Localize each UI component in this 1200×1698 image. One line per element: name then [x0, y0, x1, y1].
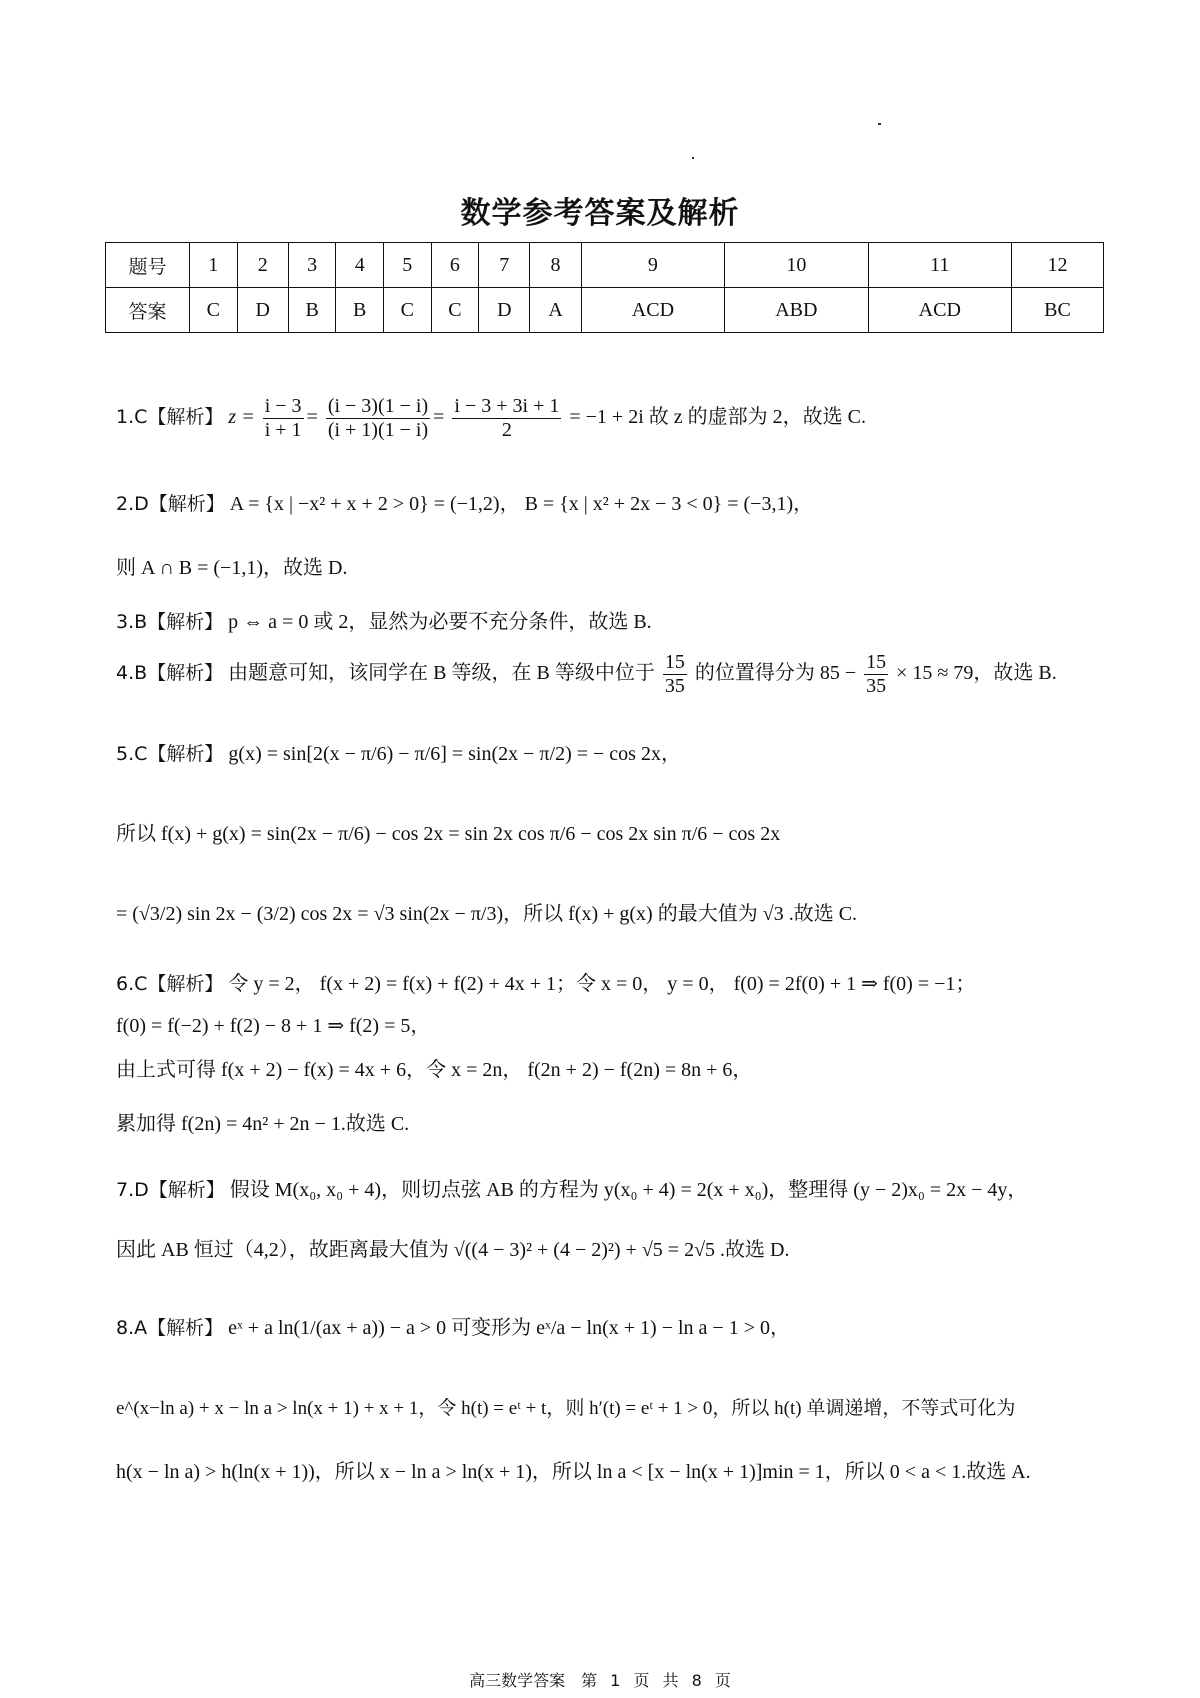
- question-number-cell: 2: [237, 243, 288, 288]
- denominator: (i + 1)(1 − i): [327, 419, 429, 441]
- question-number-cell: 7: [479, 243, 530, 288]
- fraction: [263, 395, 304, 442]
- answer-cell: ACD: [868, 288, 1011, 333]
- solution-7-line-2: [116, 1238, 790, 1262]
- question-number-cell: 9: [581, 243, 724, 288]
- question-number-row: [106, 243, 1104, 288]
- solution-text: 所以 f(x) + g(x) = sin(2x − π/6) − cos 2x = sin 2x cos π/6 − cos 2x sin π/6 − cos 2x: [116, 823, 781, 845]
- solution-8-line-3: [116, 1460, 1031, 1484]
- solution-2: [116, 492, 813, 516]
- solution-5-line-2: [116, 822, 780, 846]
- scan-speck: [878, 123, 881, 125]
- question-number-cell: 8: [530, 243, 581, 288]
- solution-text: 假设 M(x₀, x₀ + 4)，则切点弦 AB 的方程为 y(x₀ + 4) = 2(x + x₀)，整理得 (y − 2)x₀ = 2x − 4y，: [229, 1179, 1028, 1201]
- question-number-header: 题号: [106, 243, 190, 288]
- solution-label: 4.B【解析】: [116, 662, 224, 685]
- answer-cell: B: [336, 288, 384, 333]
- solution-text: 令 y = 2， f(x + 2) = f(x) + f(2) + 4x + 1；令 x = 0， y = 0， f(0) = 2f(0) + 1 ⇒ f(0) = −1；: [228, 973, 976, 995]
- solution-label: 8.A【解析】: [116, 1317, 224, 1339]
- solution-text: 因此 AB 恒过（4,2），故距离最大值为 √((4 − 3)² + (4 − 2)²) + √5 = 2√5 .故选 D.: [116, 1239, 790, 1261]
- fraction: [326, 395, 430, 442]
- answer-row: [106, 288, 1104, 333]
- question-number-cell: 12: [1012, 243, 1104, 288]
- solution-2-line-2: [116, 556, 347, 580]
- solution-6-line-2: [116, 1014, 430, 1038]
- denominator: i + 1: [264, 419, 302, 441]
- solution-8-line-2: [116, 1398, 1015, 1421]
- solution-label: 1.C【解析】: [116, 406, 224, 429]
- solution-text: × 15 ≈ 79，故选 B.: [896, 662, 1057, 685]
- answer-cell: C: [384, 288, 432, 333]
- numerator: 15: [664, 651, 685, 673]
- page-footer: 高三数学答案 第 1 页 共 8 页: [469, 1671, 731, 1690]
- solution-text: 累加得 f(2n) = 4n² + 2n − 1.故选 C.: [116, 1113, 410, 1135]
- solution-text: 由题意可知，该同学在 B 等级，在 B 等级中位于: [228, 662, 655, 685]
- solution-text: 的位置得分为 85 −: [694, 662, 857, 685]
- page-title: 数学参考答案及解析: [460, 196, 740, 231]
- solution-text: = (√3/2) sin 2x − (3/2) cos 2x = √3 sin(2x − π/3)，所以 f(x) + g(x) 的最大值为 √3 .故选 C.: [116, 903, 858, 925]
- solution-text: e^(x−ln a) + x − ln a > ln(x + 1) + x + 1，令 h(t) = eᵗ + t，则 h′(t) = eᵗ + 1 > 0，所以 h(t) 单调递增，不等式可化为: [116, 1398, 1016, 1419]
- solution-text: p ⇔ a = 0 或 2，显然为必要不充分条件，故选 B.: [228, 611, 652, 633]
- solution-4: [116, 651, 1057, 698]
- solution-3: [116, 610, 652, 634]
- numerator: i − 3 + 3i + 1: [454, 395, 560, 417]
- answer-cell: ACD: [581, 288, 724, 333]
- solution-5: [116, 742, 681, 766]
- solution-label: 6.C【解析】: [116, 973, 224, 995]
- solution-text: g(x) = sin[2(x − π/6) − π/6] = sin(2x − π/2) = − cos 2x，: [228, 743, 681, 765]
- solution-label: 2.D【解析】: [116, 493, 225, 515]
- solution-label: 5.C【解析】: [116, 743, 224, 765]
- denominator: 2: [501, 419, 512, 441]
- solution-label: 7.D【解析】: [116, 1179, 225, 1201]
- solution-text: 由上式可得 f(x + 2) − f(x) = 4x + 6，令 x = 2n， f(2n + 2) − f(2n) = 8n + 6，: [116, 1059, 753, 1081]
- answer-cell: C: [190, 288, 238, 333]
- solution-text: h(x − ln a) > h(ln(x + 1))，所以 x − ln a > ln(x + 1)，所以 ln a < [x − ln(x + 1)]min = 1，所以 0 < a < 1.故选 A.: [116, 1461, 1031, 1483]
- solution-text: f(0) = f(−2) + f(2) − 8 + 1 ⇒ f(2) = 5，: [116, 1015, 431, 1037]
- answer-cell: ABD: [725, 288, 868, 333]
- solution-text: A = {x | −x² + x + 2 > 0} = (−1,2)， B = {x | x² + 2x − 3 < 0} = (−3,1)，: [229, 493, 814, 515]
- question-number-cell: 11: [868, 243, 1011, 288]
- solution-text: eˣ + a ln(1/(ax + a)) − a > 0 可变形为 eˣ/a − ln(x + 1) − ln a − 1 > 0，: [228, 1317, 790, 1339]
- question-number-cell: 5: [384, 243, 432, 288]
- answer-cell: D: [237, 288, 288, 333]
- question-number-cell: 1: [190, 243, 238, 288]
- fraction: [864, 651, 888, 698]
- solution-1: 1.C【解析】 z = $\frac{i - 3}{i + 1}$ = $\frac{(i - 3)(1 - i)}{(i + 1)(1 - i)}$ = $\frac{i - 3 + 3i + 1}{2}$ = −1 + 2i 故 z 的虚部为 2，故选 C.: [116, 395, 866, 441]
- answer-cell: B: [288, 288, 336, 333]
- numerator: 15: [866, 651, 887, 673]
- question-number-cell: 6: [431, 243, 479, 288]
- denominator: 35: [866, 675, 887, 697]
- answer-cell: D: [479, 288, 530, 333]
- solution-8: [116, 1316, 790, 1340]
- solution-text: 则 A ∩ B = (−1,1)，故选 D.: [116, 557, 348, 579]
- answer-table: [105, 242, 1104, 333]
- math-expression: z =: [228, 406, 255, 429]
- scan-speck: [692, 157, 694, 159]
- answer-cell: BC: [1012, 288, 1104, 333]
- solution-text: = −1 + 2i 故 z 的虚部为 2，故选 C.: [569, 406, 866, 429]
- question-number-cell: 3: [288, 243, 336, 288]
- question-number-cell: 4: [336, 243, 384, 288]
- solution-5-line-3: [116, 902, 857, 926]
- solution-6-line-4: [116, 1112, 409, 1136]
- answer-cell: C: [431, 288, 479, 333]
- numerator: (i − 3)(1 − i): [327, 395, 429, 417]
- fraction: [452, 395, 561, 442]
- answer-cell: A: [530, 288, 581, 333]
- solution-6: [116, 972, 975, 996]
- numerator: i − 3: [264, 395, 302, 417]
- solution-7: [116, 1178, 1027, 1202]
- solution-label: 3.B【解析】: [116, 611, 224, 633]
- fraction: [663, 651, 687, 698]
- denominator: 35: [664, 675, 685, 697]
- question-number-cell: 10: [725, 243, 868, 288]
- solution-6-line-3: [116, 1058, 752, 1082]
- answer-header: 答案: [106, 288, 190, 333]
